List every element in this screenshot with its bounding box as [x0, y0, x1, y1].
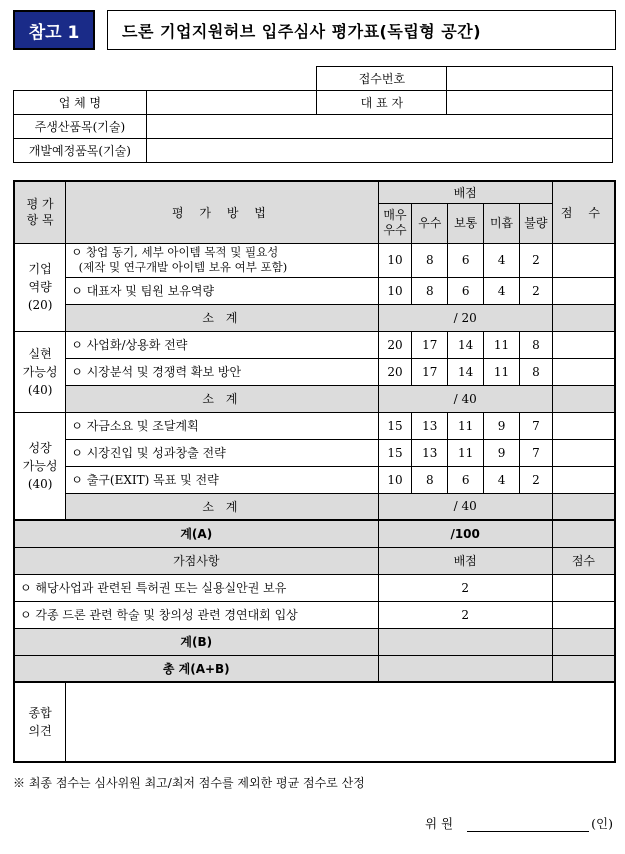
main-product-label: 주생산품목(기술) [14, 115, 147, 139]
score-input[interactable] [552, 243, 615, 277]
point-cell: 14 [448, 358, 484, 385]
criteria-row [14, 243, 615, 277]
point-cell: 15 [378, 439, 412, 466]
point-cell: 2 [519, 466, 552, 493]
point-cell: 9 [484, 439, 520, 466]
point-cell: 13 [412, 439, 448, 466]
score-input[interactable] [552, 439, 615, 466]
point-cell: 2 [519, 277, 552, 304]
total-b-score [552, 628, 615, 655]
subtotal-value: / 40 [378, 493, 552, 520]
score-input[interactable] [552, 466, 615, 493]
criteria-row [14, 331, 615, 358]
point-cell: 11 [448, 439, 484, 466]
section-name: 실현 가능성 (40) [14, 331, 66, 412]
bonus-score-input[interactable] [552, 574, 615, 601]
bonus-header: 가점사항 [14, 547, 378, 574]
point-cell: 17 [412, 358, 448, 385]
criteria-text: ㅇ 자금소요 및 조달계획 [66, 412, 378, 439]
company-name-label: 업 체 명 [14, 91, 147, 115]
opinion-field[interactable] [66, 682, 615, 762]
point-cell: 13 [412, 412, 448, 439]
bonus-score-header: 점수 [552, 547, 615, 574]
point-cell: 8 [412, 277, 448, 304]
page-title: 드론 기업지원허브 입주심사 평가표(독립형 공간) [107, 10, 616, 50]
criteria-row [14, 439, 615, 466]
point-cell: 6 [448, 466, 484, 493]
total-a-value: /100 [378, 520, 552, 547]
signature-label: 위 원 [425, 816, 454, 831]
grade-header: 매우 우수 [378, 203, 412, 243]
point-cell: 7 [519, 412, 552, 439]
bonus-item: ㅇ 해당사업과 관련된 특허권 또는 실용실안권 보유 [14, 574, 378, 601]
opinion-label: 종합 의견 [14, 682, 66, 762]
grand-total-value [378, 655, 552, 682]
bonus-points: 2 [378, 601, 552, 628]
dev-product-label: 개발예정품목(기술) [14, 139, 147, 163]
receipt-no-label: 접수번호 [317, 67, 447, 91]
point-cell: 4 [484, 466, 520, 493]
point-cell: 8 [519, 331, 552, 358]
criteria-row [14, 277, 615, 304]
point-cell: 9 [484, 412, 520, 439]
point-cell: 20 [378, 331, 412, 358]
criteria-text: ㅇ 시장진입 및 성과창출 전략 [66, 439, 378, 466]
total-b-label: 계(B) [14, 628, 378, 655]
col-item-header: 평 가 항 목 [14, 181, 66, 243]
subtotal-score [552, 304, 615, 331]
point-cell: 8 [519, 358, 552, 385]
total-a-score [552, 520, 615, 547]
total-b-value [378, 628, 552, 655]
score-input[interactable] [552, 358, 615, 385]
total-a-label: 계(A) [14, 520, 378, 547]
dev-product-field[interactable] [146, 139, 612, 163]
point-cell: 15 [378, 412, 412, 439]
seal-label: (인) [591, 816, 613, 831]
criteria-text: ㅇ 대표자 및 팀원 보유역량 [66, 277, 378, 304]
section-name: 기업 역량 (20) [14, 243, 66, 331]
subtotal-label: 소 계 [66, 385, 378, 412]
point-cell: 20 [378, 358, 412, 385]
evaluation-table [13, 180, 616, 763]
grade-header: 불량 [519, 203, 552, 243]
ceo-field[interactable] [447, 91, 613, 115]
point-cell: 17 [412, 331, 448, 358]
point-cell: 10 [378, 277, 412, 304]
criteria-row [14, 412, 615, 439]
bonus-item: ㅇ 각종 드론 관련 학술 및 창의성 관련 경연대회 입상 [14, 601, 378, 628]
score-input[interactable] [552, 331, 615, 358]
subtotal-label: 소 계 [66, 493, 378, 520]
point-cell: 10 [378, 466, 412, 493]
criteria-text: ㅇ 사업화/상용화 전략 [66, 331, 378, 358]
title-bar [13, 10, 616, 50]
subtotal-value: / 40 [378, 385, 552, 412]
signature-field[interactable] [467, 818, 589, 832]
bonus-points-header: 배점 [378, 547, 552, 574]
point-cell: 11 [484, 331, 520, 358]
receipt-no-field[interactable] [447, 67, 613, 91]
col-score-header: 점 수 [552, 181, 615, 243]
bonus-score-input[interactable] [552, 601, 615, 628]
footnote: ※ 최종 점수는 심사위원 최고/최저 점수를 제외한 평균 점수로 산정 [13, 776, 365, 790]
grand-total-label: 총 계(A+B) [14, 655, 378, 682]
grade-header: 우수 [412, 203, 448, 243]
criteria-text: ㅇ 창업 동기, 세부 아이템 목적 및 필요성 (제작 및 연구개발 아이템 보유 여부 포함) [66, 243, 378, 277]
title-badge: 참고 1 [13, 10, 95, 50]
point-cell: 10 [378, 243, 412, 277]
criteria-row [14, 358, 615, 385]
point-cell: 2 [519, 243, 552, 277]
company-name-field[interactable] [146, 91, 317, 115]
signature-line [425, 814, 613, 832]
criteria-text: ㅇ 시장분석 및 경쟁력 확보 방안 [66, 358, 378, 385]
point-cell: 8 [412, 243, 448, 277]
point-cell: 4 [484, 277, 520, 304]
subtotal-score [552, 385, 615, 412]
main-product-field[interactable] [146, 115, 612, 139]
col-points-header: 배점 [378, 181, 552, 203]
point-cell: 11 [484, 358, 520, 385]
score-input[interactable] [552, 412, 615, 439]
point-cell: 14 [448, 331, 484, 358]
grade-header: 보통 [448, 203, 484, 243]
ceo-label: 대 표 자 [317, 91, 447, 115]
subtotal-score [552, 493, 615, 520]
point-cell: 7 [519, 439, 552, 466]
criteria-text: ㅇ 출구(EXIT) 목표 및 전략 [66, 466, 378, 493]
grade-header: 미흡 [484, 203, 520, 243]
subtotal-label: 소 계 [66, 304, 378, 331]
score-input[interactable] [552, 277, 615, 304]
subtotal-value: / 20 [378, 304, 552, 331]
bonus-points: 2 [378, 574, 552, 601]
col-method-header: 평 가 방 법 [66, 181, 378, 243]
section-name: 성장 가능성 (40) [14, 412, 66, 520]
criteria-row [14, 466, 615, 493]
applicant-info-table [13, 66, 613, 163]
point-cell: 4 [484, 243, 520, 277]
point-cell: 6 [448, 243, 484, 277]
point-cell: 8 [412, 466, 448, 493]
grand-total-score [552, 655, 615, 682]
point-cell: 6 [448, 277, 484, 304]
point-cell: 11 [448, 412, 484, 439]
